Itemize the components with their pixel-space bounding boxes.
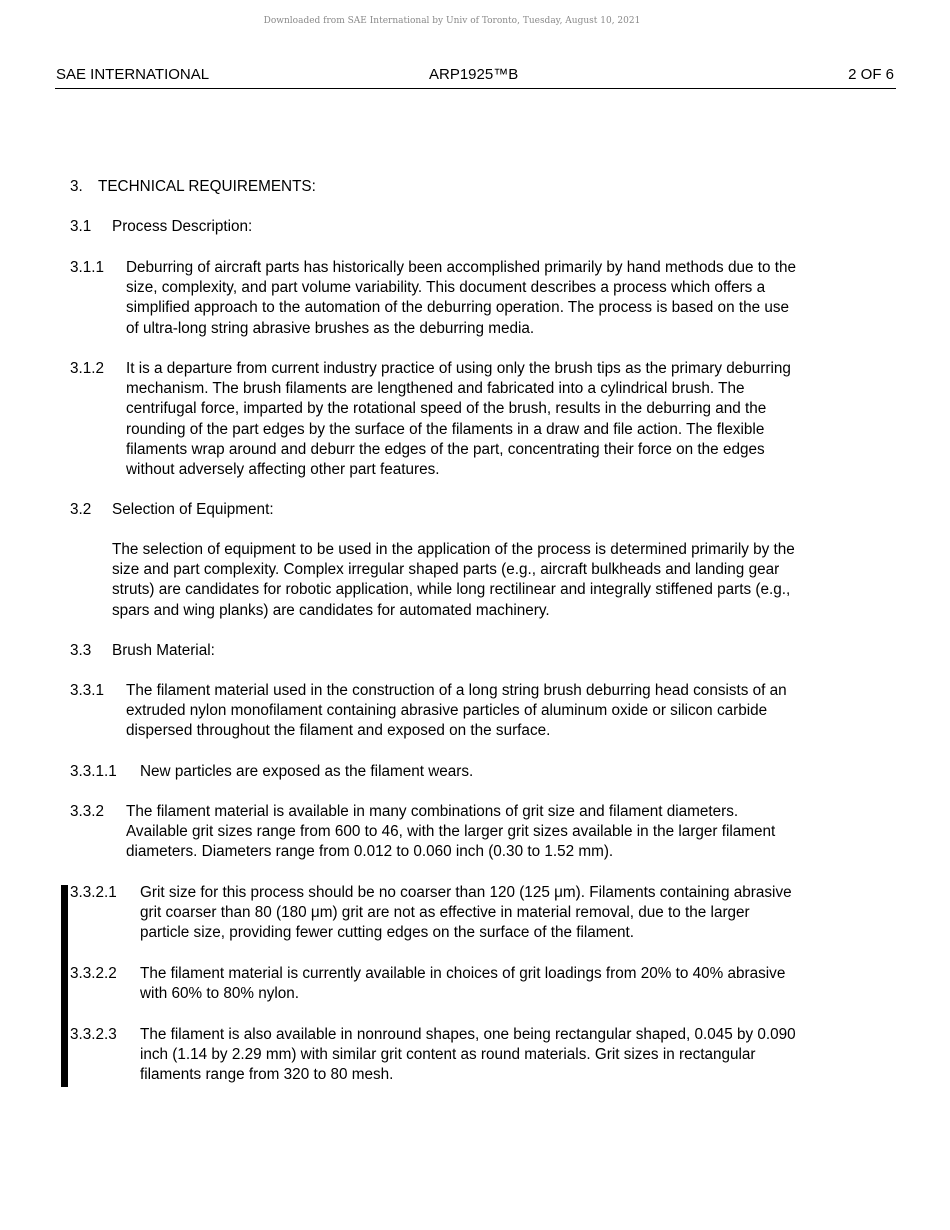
paragraph-body [126,258,796,339]
paragraph-number: 3.3.2.3 [70,1026,117,1043]
text-line: without adversely affecting other part features. [126,461,440,479]
text-line: Grit size for this process should be no coarser than 120 (125 μm). Filaments containing abrasive [140,884,792,901]
paragraph-number: 3.3.2.1 [70,884,117,901]
text-line: size and part complexity. Complex irregular shaped parts (e.g., aircraft bulkheads and landing gear [112,561,780,579]
text-line: filaments range from 320 to 80 mesh. [140,1066,394,1084]
section-title: Selection of Equipment: [112,501,274,518]
text-line: with 60% to 80% nylon. [140,985,300,1003]
revision-change-bar [61,885,68,1087]
paragraph-body [140,964,785,1004]
text-line: simplified approach to the automation of the deburring operation. The process is based on the use [126,299,790,317]
text-line: spars and wing planks) are candidates for automated machinery. [112,601,550,619]
text-line: The filament material is available in many combinations of grit size and filament diameters. [126,803,739,820]
section-number: 3.1 [70,218,92,235]
text-line: centrifugal force, imparted by the rotational speed of the brush, results in the deburring and the [126,400,767,418]
paragraph-number: 3.3.2.2 [70,965,117,982]
text-line: extruded nylon monofilament containing abrasive particles of aluminum oxide or silicon carbide [126,702,768,720]
section-number: 3.2 [70,501,92,518]
paragraph-number: 3.1.1 [70,259,105,276]
header-document-id: ARP1925™B [429,66,519,83]
text-line: Deburring of aircraft parts has historically been accomplished primarily by hand methods due to the [126,259,797,276]
paragraph-body [140,883,792,944]
paragraph-number: 3.3.1.1 [70,763,117,780]
text-line: mechanism. The brush filaments are lengthened and fabricated into a cylindrical brush. The [126,380,745,398]
header-organization: SAE INTERNATIONAL [56,66,210,83]
paragraph-3-2-body [112,540,795,621]
text-line: Available grit sizes range from 600 to 46, with the larger grit sizes available in the larger filament [126,823,776,841]
paragraph-body [126,359,791,480]
text-line: The filament is also available in nonround shapes, one being rectangular shaped, 0.045 by 0.090 [140,1026,796,1043]
text-line: of ultra-long string abrasive brushes as the deburring media. [126,319,535,337]
paragraph-body: New particles are exposed as the filament wears. [140,763,474,780]
header-page-number: 2 OF 6 [848,66,894,83]
text-line: rounding of the part edges by the surface of the filaments in a draw and file action. The flexible [126,420,765,438]
section-number: 3. [70,178,83,195]
text-line: grit coarser than 80 (180 μm) grit are not as effective in material removal, due to the larger [140,904,750,922]
paragraph-number: 3.1.2 [70,360,105,377]
text-line: diameters. Diameters range from 0.012 to 0.060 inch (0.30 to 1.52 mm). [126,843,614,861]
text-line: filaments wrap around and deburr the edges of the part, concentrating their force on the edges [126,440,765,458]
text-line: The selection of equipment to be used in the application of the process is determined primarily by the [112,541,795,558]
text-line: It is a departure from current industry practice of using only the brush tips as the primary deburring [126,360,791,377]
page-header [55,66,896,89]
section-number: 3.3 [70,642,92,659]
text-line: inch (1.14 by 2.29 mm) with similar grit content as round materials. Grit sizes in rectangular [140,1046,756,1064]
paragraph-body [126,681,787,742]
text-line: The filament material is currently available in choices of grit loadings from 20% to 40% abrasive [140,965,786,982]
paragraph-number: 3.3.1 [70,682,105,699]
paragraph-body [126,802,775,863]
section-title: Process Description: [112,218,253,235]
section-title: Brush Material: [112,642,215,659]
text-line: size, complexity, and part volume variability. This document describes a process which offers a [126,279,766,297]
text-line: The filament material used in the construction of a long string brush deburring head consists of an [126,682,787,699]
section-title: TECHNICAL REQUIREMENTS: [98,178,316,195]
text-line: struts) are candidates for robotic application, while long rectilinear and integrally stiffened parts (e.g., [112,581,791,599]
paragraph-number: 3.3.2 [70,803,105,820]
download-watermark: Downloaded from SAE International by Univ of Toronto, Tuesday, August 10, 2021 [263,16,641,26]
paragraph-body [140,1025,796,1086]
text-line: particle size, providing fewer cutting edges on the surface of the filament. [140,924,635,942]
text-line: dispersed throughout the filament and exposed on the surface. [126,722,551,740]
